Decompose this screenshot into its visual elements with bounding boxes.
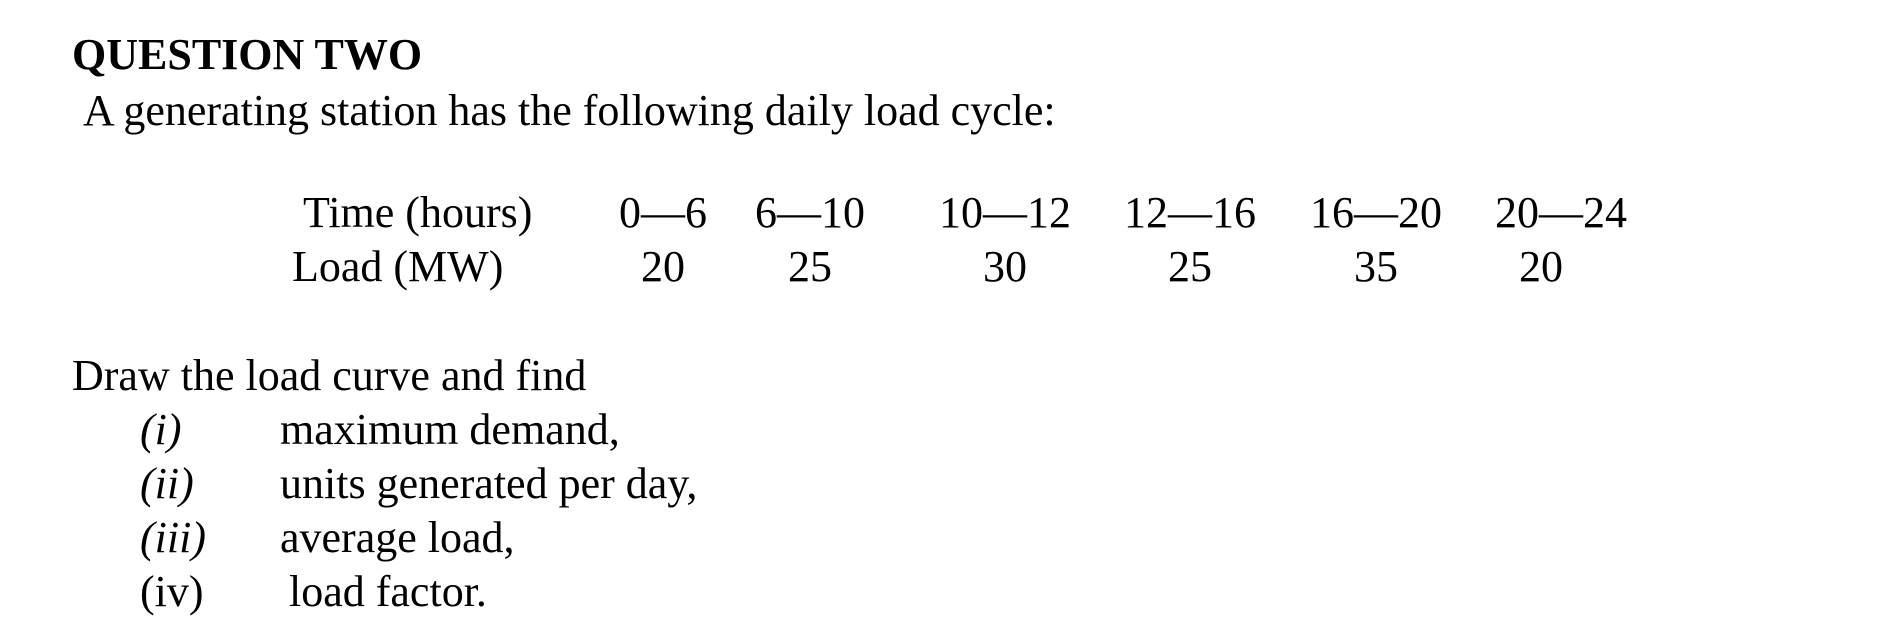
item-text: load factor. [289, 567, 487, 616]
load-cell: 25 [788, 242, 832, 291]
time-cell: 20—24 [1495, 188, 1627, 237]
item-number: (i) [140, 405, 182, 454]
load-cell: 20 [641, 242, 685, 291]
load-cell: 20 [1519, 242, 1563, 291]
item-text: maximum demand, [280, 405, 620, 454]
question-intro: A generating station has the following daily load cycle: [83, 86, 1056, 135]
item-text: average load, [280, 513, 515, 562]
item-number: (iii) [140, 513, 206, 562]
item-number: (ii) [140, 459, 194, 508]
time-cell: 16—20 [1310, 188, 1442, 237]
task-prompt: Draw the load curve and find [72, 351, 587, 400]
load-row-label: Load (MW) [292, 242, 504, 291]
item-text: units generated per day, [280, 459, 698, 508]
time-cell: 0—6 [619, 188, 707, 237]
time-cell: 10—12 [939, 188, 1071, 237]
time-cell: 12—16 [1124, 188, 1256, 237]
load-cell: 35 [1354, 242, 1398, 291]
time-cell: 6—10 [755, 188, 865, 237]
time-row-label: Time (hours) [303, 188, 533, 237]
load-cell: 30 [983, 242, 1027, 291]
item-number: (iv) [140, 567, 204, 616]
load-cell: 25 [1168, 242, 1212, 291]
question-heading: QUESTION TWO [72, 30, 423, 79]
